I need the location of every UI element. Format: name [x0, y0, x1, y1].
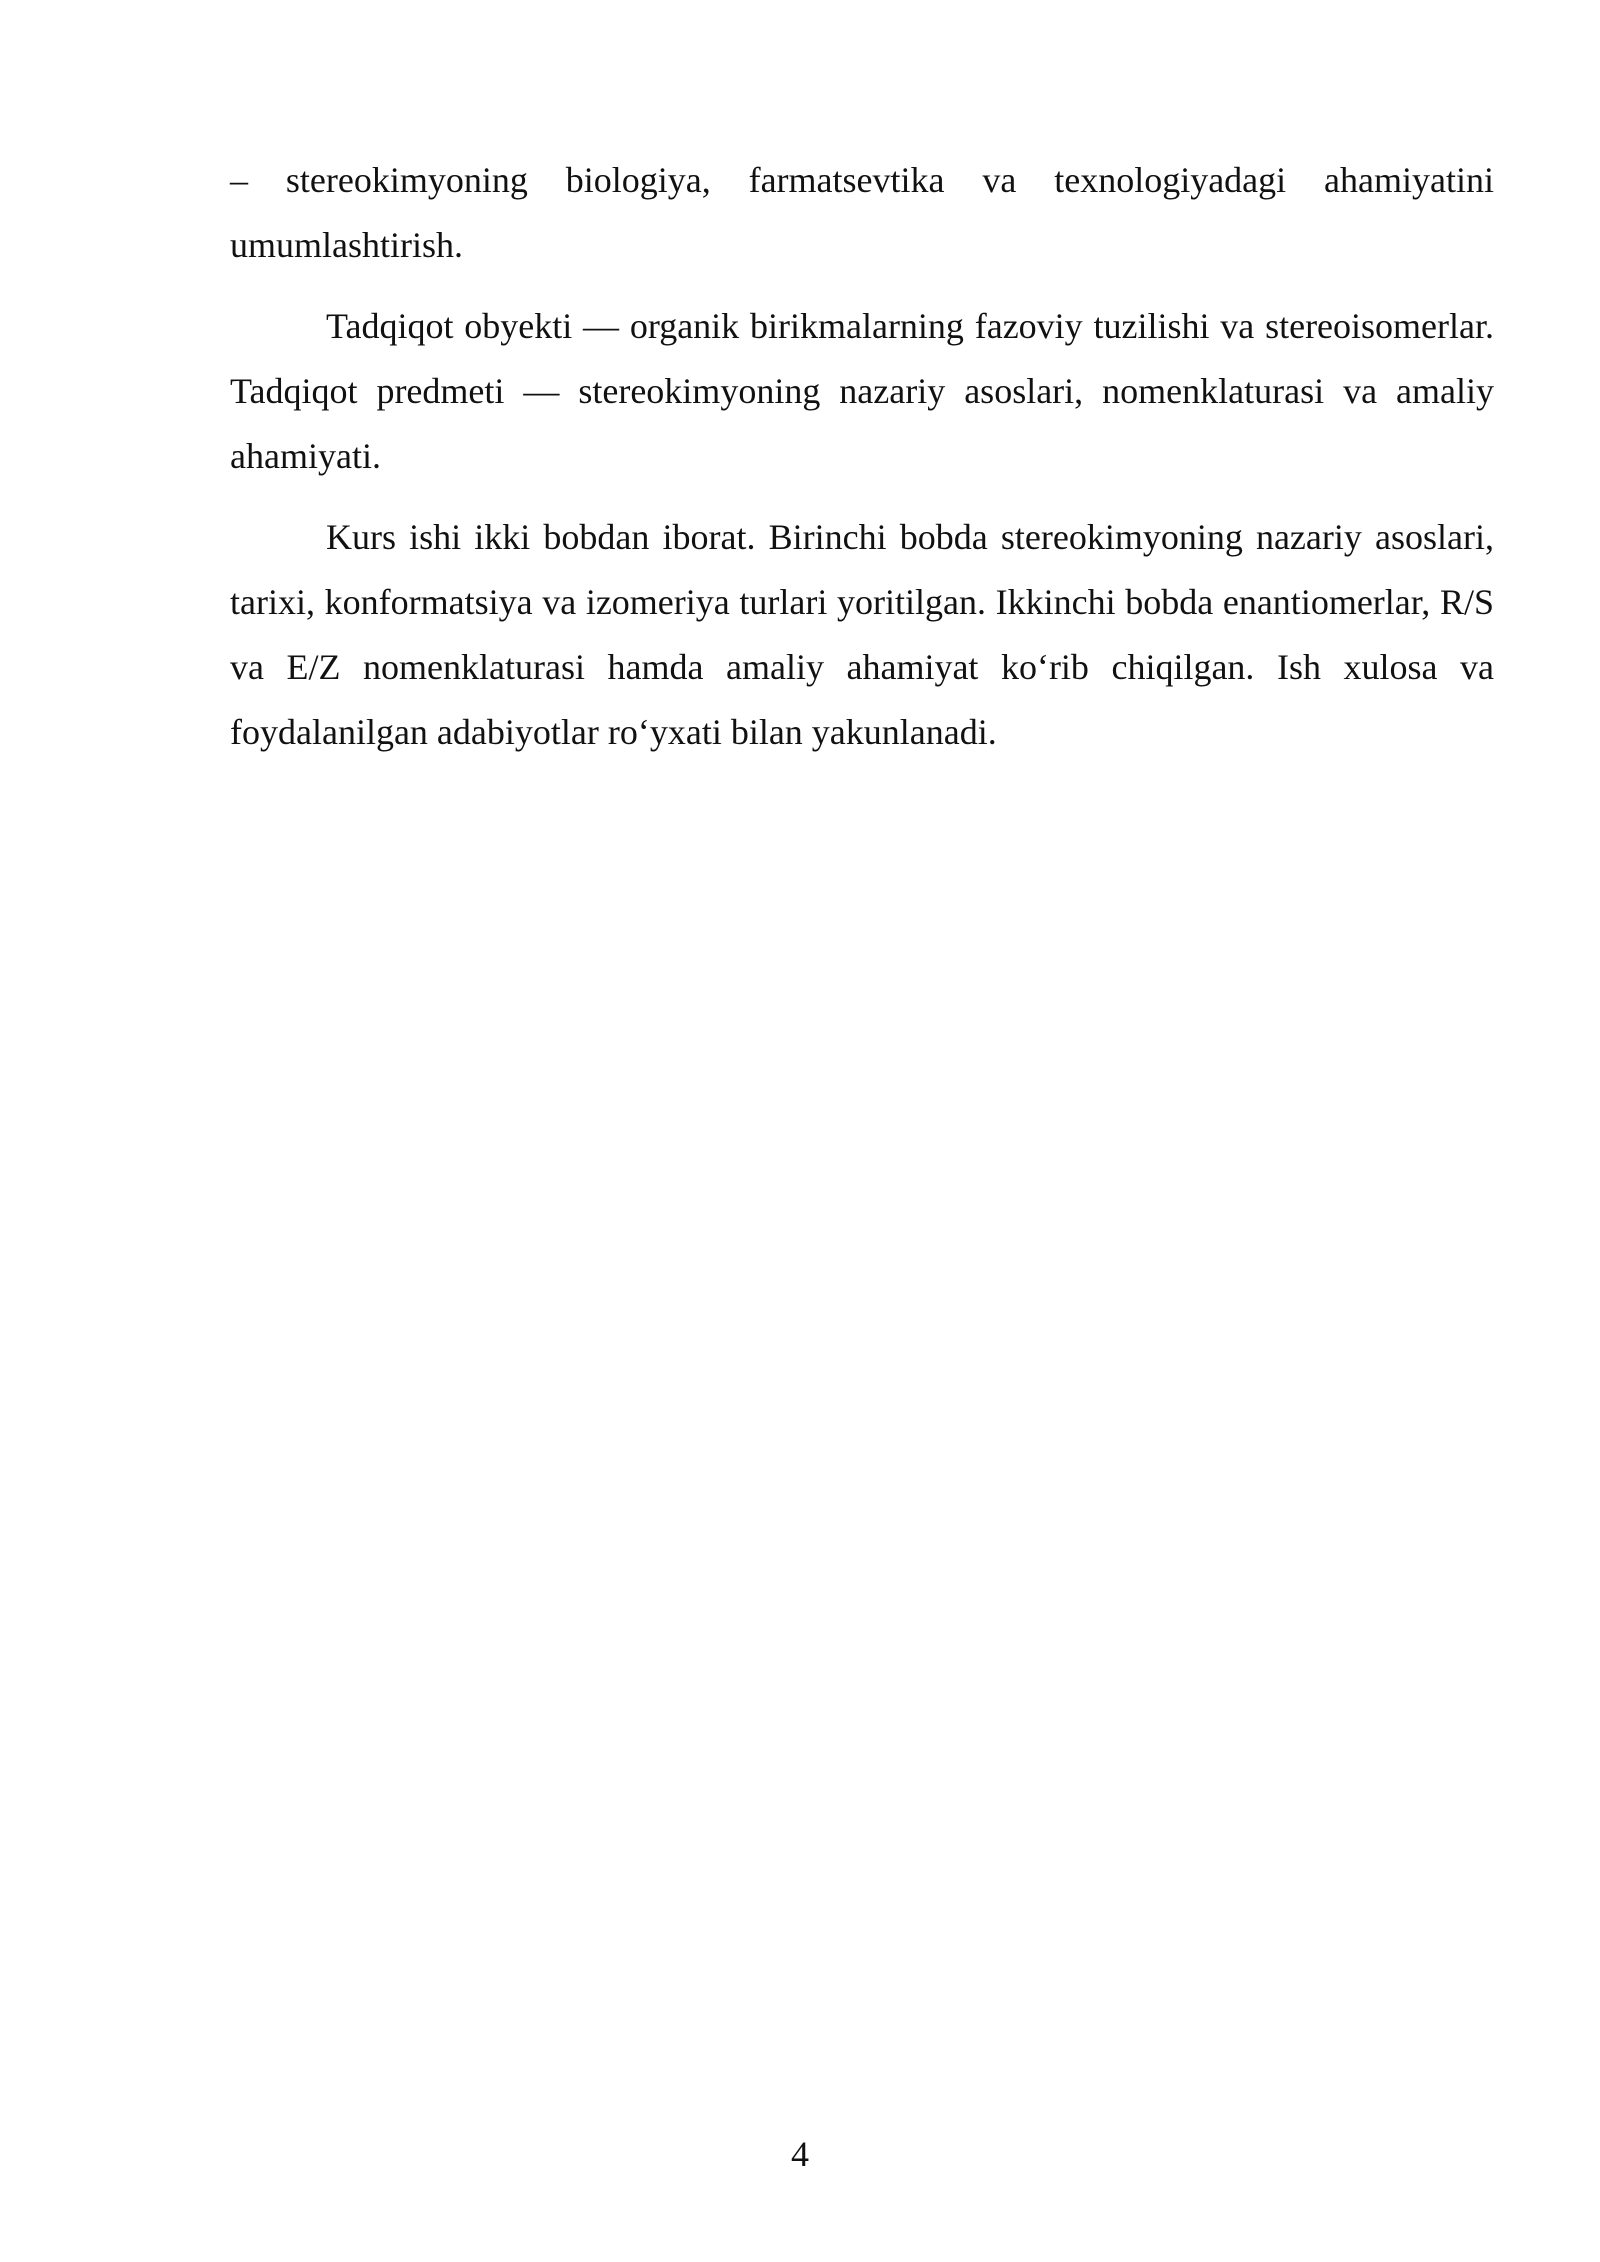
- page-number: 4: [791, 2134, 809, 2174]
- paragraph-research-object: Tadqiqot obyekti — organik birikmalarning fazoviy tuzilishi va stereoisomerlar. Tadqiqot predmeti — stereokimyoning nazariy asoslari, nomenklaturasi va amaliy ahamiyati.: [230, 306, 1494, 476]
- document-body: [230, 148, 1494, 781]
- paragraph-goal-item: – stereokimyoning biologiya, farmatsevtika va texnologiyadagi ahamiyatini umumlashtirish.: [230, 160, 1494, 265]
- paragraph-structure: Kurs ishi ikki bobdan iborat. Birinchi bobda stereokimyoning nazariy asoslari, tarixi, konformatsiya va izomeriya turlari yoritilgan. Ikkinchi bobda enantiomerlar, R/S va E/Z nomenklaturasi hamda amaliy ahamiyat ko‘rib chiqilgan. Ish xulosa va foydalanilgan adabiyotlar ro‘yxati bilan yakunlanadi.: [230, 517, 1494, 752]
